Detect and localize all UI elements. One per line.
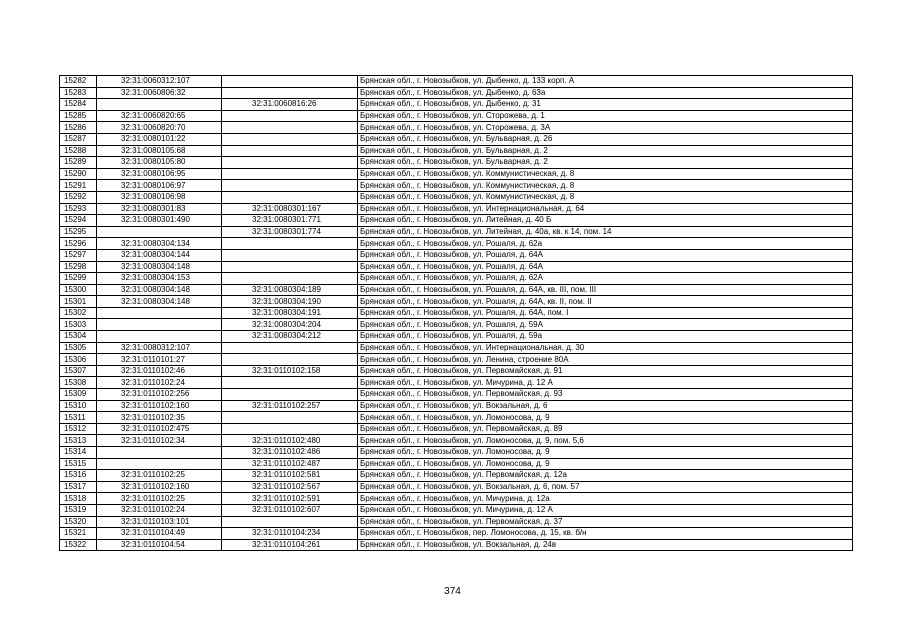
address-cell: Брянская обл., г. Новозыбков, ул. Мичурина, д. 12а: [358, 493, 853, 505]
related-cadastral-number-cell: 32:31:0080304:212: [222, 331, 358, 343]
related-cadastral-number-cell: [222, 122, 358, 134]
table-row: [60, 284, 853, 296]
row-number-cell: 15297: [60, 249, 97, 261]
related-cadastral-number-cell: [222, 191, 358, 203]
related-cadastral-number-cell: 32:31:0110102:480: [222, 435, 358, 447]
cadastral-number-cell: 32:31:0080312:107: [97, 342, 222, 354]
table-row: [60, 110, 853, 122]
related-cadastral-number-cell: 32:31:0080301:771: [222, 215, 358, 227]
table-row: [60, 400, 853, 412]
cadastral-number-cell: 32:31:0080304:134: [97, 238, 222, 250]
address-cell: Брянская обл., г. Новозыбков, ул. Интернациональная, д. 30: [358, 342, 853, 354]
cadastral-number-cell: 32:31:0110102:160: [97, 400, 222, 412]
address-cell: Брянская обл., г. Новозыбков, ул. Рошаля, д. 64А, кв. II, пом. II: [358, 296, 853, 308]
related-cadastral-number-cell: 32:31:0110102:486: [222, 447, 358, 459]
row-number-cell: 15312: [60, 423, 97, 435]
related-cadastral-number-cell: 32:31:0080304:204: [222, 319, 358, 331]
related-cadastral-number-cell: 32:31:0110104:234: [222, 528, 358, 540]
address-cell: Брянская обл., г. Новозыбков, ул. Ломоносова, д. 9: [358, 412, 853, 424]
cadastral-number-cell: 32:31:0060312:107: [97, 76, 222, 88]
address-cell: Брянская обл., г. Новозыбков, ул. Рошаля, д. 64А: [358, 261, 853, 273]
cadastral-number-cell: 32:31:0110102:46: [97, 365, 222, 377]
address-cell: Брянская обл., г. Новозыбков, ул. Бульварная, д. 2: [358, 157, 853, 169]
related-cadastral-number-cell: [222, 238, 358, 250]
row-number-cell: 15284: [60, 99, 97, 111]
cadastral-number-cell: 32:31:0080301:83: [97, 203, 222, 215]
table-row: [60, 389, 853, 401]
related-cadastral-number-cell: 32:31:0080304:190: [222, 296, 358, 308]
table-row: [60, 203, 853, 215]
row-number-cell: 15292: [60, 191, 97, 203]
address-cell: Брянская обл., г. Новозыбков, ул. Сторожева, д. 3А: [358, 122, 853, 134]
address-cell: Брянская обл., г. Новозыбков, ул. Бульварная, д. 26: [358, 133, 853, 145]
address-cell: Брянская обл., г. Новозыбков, ул. Коммунистическая, д. 8: [358, 180, 853, 192]
address-cell: Брянская обл., г. Новозыбков, ул. Первомайская, д. 37: [358, 516, 853, 528]
row-number-cell: 15294: [60, 215, 97, 227]
address-cell: Брянская обл., г. Новозыбков, ул. Рошаля, д. 59А: [358, 319, 853, 331]
row-number-cell: 15319: [60, 504, 97, 516]
row-number-cell: 15302: [60, 307, 97, 319]
row-number-cell: 15296: [60, 238, 97, 250]
cadastral-number-cell: 32:31:0080304:153: [97, 273, 222, 285]
address-cell: Брянская обл., г. Новозыбков, ул. Рошаля, д. 64А, пом. I: [358, 307, 853, 319]
related-cadastral-number-cell: [222, 180, 358, 192]
table-row: [60, 157, 853, 169]
row-number-cell: 15293: [60, 203, 97, 215]
table-row: [60, 354, 853, 366]
address-cell: Брянская обл., г. Новозыбков, ул. Коммунистическая, д. 8: [358, 191, 853, 203]
row-number-cell: 15311: [60, 412, 97, 424]
table-row: [60, 76, 853, 88]
row-number-cell: 15320: [60, 516, 97, 528]
row-number-cell: 15290: [60, 168, 97, 180]
cadastral-number-cell: 32:31:0060806:32: [97, 87, 222, 99]
address-cell: Брянская обл., г. Новозыбков, ул. Ленина, строение 80А: [358, 354, 853, 366]
related-cadastral-number-cell: 32:31:0080301:167: [222, 203, 358, 215]
cadastral-number-cell: 32:31:0110102:24: [97, 504, 222, 516]
cadastral-number-cell: [97, 458, 222, 470]
row-number-cell: 15300: [60, 284, 97, 296]
cadastral-number-cell: 32:31:0080304:148: [97, 296, 222, 308]
address-cell: Брянская обл., г. Новозыбков, ул. Мичурина, д. 12 А: [358, 377, 853, 389]
address-cell: Брянская обл., г. Новозыбков, ул. Первомайская, д. 93: [358, 389, 853, 401]
cadastral-number-cell: 32:31:0080301:490: [97, 215, 222, 227]
related-cadastral-number-cell: 32:31:0080304:191: [222, 307, 358, 319]
table-row: [60, 319, 853, 331]
row-number-cell: 15295: [60, 226, 97, 238]
related-cadastral-number-cell: [222, 516, 358, 528]
cadastral-number-cell: [97, 331, 222, 343]
row-number-cell: 15289: [60, 157, 97, 169]
cadastral-number-cell: 32:31:0080304:148: [97, 284, 222, 296]
table-row: [60, 493, 853, 505]
cadastral-number-cell: 32:31:0080304:148: [97, 261, 222, 273]
row-number-cell: 15286: [60, 122, 97, 134]
related-cadastral-number-cell: 32:31:0110102:591: [222, 493, 358, 505]
cadastral-number-cell: 32:31:0110102:24: [97, 377, 222, 389]
row-number-cell: 15317: [60, 481, 97, 493]
related-cadastral-number-cell: [222, 157, 358, 169]
address-cell: Брянская обл., г. Новозыбков, ул. Ломоносова, д. 9: [358, 447, 853, 459]
related-cadastral-number-cell: [222, 249, 358, 261]
cadastral-number-cell: 32:31:0110102:35: [97, 412, 222, 424]
related-cadastral-number-cell: 32:31:0110104:261: [222, 539, 358, 551]
cadastral-number-cell: [97, 99, 222, 111]
row-number-cell: 15322: [60, 539, 97, 551]
address-cell: Брянская обл., г. Новозыбков, ул. Рошаля, д. 59а: [358, 331, 853, 343]
table-row: [60, 261, 853, 273]
cadastral-number-cell: [97, 307, 222, 319]
row-number-cell: 15314: [60, 447, 97, 459]
cadastral-number-cell: 32:31:0110104:49: [97, 528, 222, 540]
address-cell: Брянская обл., г. Новозыбков, ул. Рошаля, д. 64А: [358, 249, 853, 261]
table-row: [60, 470, 853, 482]
row-number-cell: 15315: [60, 458, 97, 470]
cadastral-number-cell: 32:31:0080105:68: [97, 145, 222, 157]
address-cell: Брянская обл., г. Новозыбков, ул. Дыбенко, д. 63а: [358, 87, 853, 99]
related-cadastral-number-cell: [222, 145, 358, 157]
related-cadastral-number-cell: [222, 76, 358, 88]
table-row: [60, 238, 853, 250]
registry-table: [59, 75, 853, 551]
related-cadastral-number-cell: [222, 168, 358, 180]
cadastral-number-cell: 32:31:0110102:160: [97, 481, 222, 493]
related-cadastral-number-cell: 32:31:0080304:189: [222, 284, 358, 296]
cadastral-number-cell: 32:31:0110102:25: [97, 493, 222, 505]
address-cell: Брянская обл., г. Новозыбков, ул. Вокзальная, д. 6, пом. 57: [358, 481, 853, 493]
cadastral-number-cell: 32:31:0110102:34: [97, 435, 222, 447]
table-row: [60, 342, 853, 354]
table-row: [60, 122, 853, 134]
table-row: [60, 516, 853, 528]
address-cell: Брянская обл., г. Новозыбков, ул. Ломоносова, д. 9, пом. 5,6: [358, 435, 853, 447]
cadastral-number-cell: 32:31:0110103:101: [97, 516, 222, 528]
table-row: [60, 423, 853, 435]
row-number-cell: 15298: [60, 261, 97, 273]
address-cell: Брянская обл., г. Новозыбков, ул. Рошаля, д. 62А: [358, 273, 853, 285]
cadastral-number-cell: 32:31:0110104:54: [97, 539, 222, 551]
cadastral-number-cell: [97, 319, 222, 331]
row-number-cell: 15321: [60, 528, 97, 540]
row-number-cell: 15288: [60, 145, 97, 157]
cadastral-number-cell: 32:31:0080304:144: [97, 249, 222, 261]
table-row: [60, 226, 853, 238]
table-row: [60, 249, 853, 261]
related-cadastral-number-cell: 32:31:0110102:567: [222, 481, 358, 493]
related-cadastral-number-cell: [222, 273, 358, 285]
cadastral-number-cell: 32:31:0060820:70: [97, 122, 222, 134]
related-cadastral-number-cell: 32:31:0110102:158: [222, 365, 358, 377]
related-cadastral-number-cell: 32:31:0110102:487: [222, 458, 358, 470]
row-number-cell: 15301: [60, 296, 97, 308]
address-cell: Брянская обл., г. Новозыбков, ул. Дыбенко, д. 31: [358, 99, 853, 111]
table-row: [60, 180, 853, 192]
address-cell: Брянская обл., г. Новозыбков, ул. Интернациональная, д. 64: [358, 203, 853, 215]
registry-table-body: [60, 76, 853, 551]
table-row: [60, 87, 853, 99]
related-cadastral-number-cell: [222, 87, 358, 99]
table-row: [60, 481, 853, 493]
cadastral-number-cell: [97, 226, 222, 238]
table-row: [60, 435, 853, 447]
row-number-cell: 15285: [60, 110, 97, 122]
related-cadastral-number-cell: [222, 133, 358, 145]
cadastral-number-cell: 32:31:0080105:80: [97, 157, 222, 169]
row-number-cell: 15305: [60, 342, 97, 354]
row-number-cell: 15304: [60, 331, 97, 343]
table-row: [60, 365, 853, 377]
row-number-cell: 15303: [60, 319, 97, 331]
related-cadastral-number-cell: [222, 389, 358, 401]
table-row: [60, 273, 853, 285]
table-row: [60, 412, 853, 424]
table-row: [60, 215, 853, 227]
table-row: [60, 296, 853, 308]
row-number-cell: 15318: [60, 493, 97, 505]
table-row: [60, 458, 853, 470]
address-cell: Брянская обл., г. Новозыбков, ул. Первомайская, д. 89: [358, 423, 853, 435]
table-row: [60, 133, 853, 145]
cadastral-number-cell: 32:31:0110101:27: [97, 354, 222, 366]
address-cell: Брянская обл., г. Новозыбков, ул. Первомайская, д. 91: [358, 365, 853, 377]
table-row: [60, 528, 853, 540]
address-cell: Брянская обл., г. Новозыбков, ул. Мичурина, д. 12 А: [358, 504, 853, 516]
address-cell: Брянская обл., г. Новозыбков, ул. Ломоносова, д. 9: [358, 458, 853, 470]
address-cell: Брянская обл., г. Новозыбков, ул. Вокзальная, д. 24в: [358, 539, 853, 551]
cadastral-number-cell: 32:31:0110102:475: [97, 423, 222, 435]
related-cadastral-number-cell: [222, 423, 358, 435]
address-cell: Брянская обл., г. Новозыбков, ул. Дыбенко, д. 133 корп. А: [358, 76, 853, 88]
cadastral-number-cell: 32:31:0080101:22: [97, 133, 222, 145]
related-cadastral-number-cell: 32:31:0080301:774: [222, 226, 358, 238]
table-row: [60, 539, 853, 551]
cadastral-number-cell: [97, 447, 222, 459]
address-cell: Брянская обл., г. Новозыбков, ул. Бульварная, д. 2: [358, 145, 853, 157]
address-cell: Брянская обл., г. Новозыбков, ул. Коммунистическая, д. 8: [358, 168, 853, 180]
row-number-cell: 15309: [60, 389, 97, 401]
row-number-cell: 15287: [60, 133, 97, 145]
table-row: [60, 504, 853, 516]
table-row: [60, 307, 853, 319]
table-row: [60, 447, 853, 459]
related-cadastral-number-cell: 32:31:0110102:607: [222, 504, 358, 516]
cadastral-number-cell: 32:31:0080106:95: [97, 168, 222, 180]
row-number-cell: 15313: [60, 435, 97, 447]
table-row: [60, 168, 853, 180]
row-number-cell: 15291: [60, 180, 97, 192]
table-row: [60, 99, 853, 111]
address-cell: Брянская обл., г. Новозыбков, ул. Литейная, д. 40а, кв. к 14, пом. 14: [358, 226, 853, 238]
table-row: [60, 191, 853, 203]
related-cadastral-number-cell: [222, 261, 358, 273]
related-cadastral-number-cell: [222, 342, 358, 354]
cadastral-number-cell: 32:31:0060820:65: [97, 110, 222, 122]
row-number-cell: 15299: [60, 273, 97, 285]
row-number-cell: 15310: [60, 400, 97, 412]
row-number-cell: 15316: [60, 470, 97, 482]
address-cell: Брянская обл., г. Новозыбков, ул. Первомайская, д. 12а: [358, 470, 853, 482]
page-number: 374: [444, 586, 461, 597]
row-number-cell: 15283: [60, 87, 97, 99]
row-number-cell: 15307: [60, 365, 97, 377]
address-cell: Брянская обл., г. Новозыбков, ул. Сторожева, д. 1: [358, 110, 853, 122]
cadastral-number-cell: 32:31:0080106:98: [97, 191, 222, 203]
address-cell: Брянская обл., г. Новозыбков, ул. Литейная, д. 40 Б: [358, 215, 853, 227]
related-cadastral-number-cell: 32:31:0060816:26: [222, 99, 358, 111]
cadastral-number-cell: 32:31:0110102:256: [97, 389, 222, 401]
cadastral-number-cell: 32:31:0110102:25: [97, 470, 222, 482]
row-number-cell: 15306: [60, 354, 97, 366]
row-number-cell: 15282: [60, 76, 97, 88]
table-row: [60, 145, 853, 157]
address-cell: Брянская обл., г. Новозыбков, ул. Вокзальная, д. 6: [358, 400, 853, 412]
related-cadastral-number-cell: 32:31:0110102:581: [222, 470, 358, 482]
related-cadastral-number-cell: [222, 354, 358, 366]
address-cell: Брянская обл., г. Новозыбков, ул. Рошаля, д. 62а: [358, 238, 853, 250]
related-cadastral-number-cell: [222, 377, 358, 389]
row-number-cell: 15308: [60, 377, 97, 389]
address-cell: Брянская обл., г. Новозыбков, пер. Ломоносова, д. 15, кв. б/н: [358, 528, 853, 540]
related-cadastral-number-cell: 32:31:0110102:257: [222, 400, 358, 412]
table-row: [60, 331, 853, 343]
table-row: [60, 377, 853, 389]
related-cadastral-number-cell: [222, 412, 358, 424]
address-cell: Брянская обл., г. Новозыбков, ул. Рошаля, д. 64А, кв. III, пом. III: [358, 284, 853, 296]
cadastral-number-cell: 32:31:0080106:97: [97, 180, 222, 192]
related-cadastral-number-cell: [222, 110, 358, 122]
